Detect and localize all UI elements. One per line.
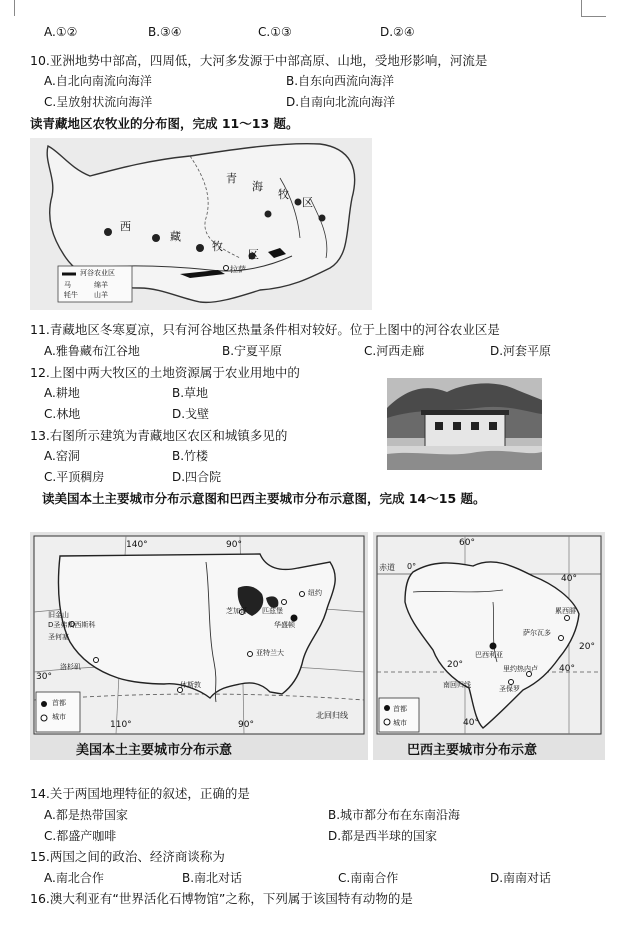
longitude-label: 40° bbox=[561, 574, 577, 584]
map-label: 藏 bbox=[170, 230, 181, 243]
option-c: C.平顶稠房 bbox=[44, 470, 105, 484]
horse-icon bbox=[265, 211, 272, 218]
option-c: C.呈放射状流向海洋 bbox=[44, 95, 153, 109]
city-label: 累西腓 bbox=[555, 607, 576, 615]
latitude-label: 20° bbox=[447, 660, 463, 670]
city-label: 旧金山 bbox=[48, 611, 69, 619]
city-label: D圣弗朗西斯科 bbox=[48, 621, 96, 629]
map-label: 区 bbox=[302, 196, 313, 209]
question-stem: 14.关于两国地理特征的叙述，正确的是 bbox=[30, 786, 250, 801]
question-stem: 11.青藏地区冬寒夏凉，只有河谷地区热量条件相对较好。位于上图中的河谷农业区是 bbox=[30, 322, 500, 337]
map-label: 区 bbox=[248, 248, 259, 261]
option-d: D.自南向北流向海洋 bbox=[286, 95, 396, 109]
legend-label: 城市 bbox=[393, 719, 407, 727]
equator-label: 赤道 bbox=[379, 563, 395, 572]
legend-label: 山羊 bbox=[94, 291, 108, 299]
latitude-label: 30° bbox=[36, 672, 52, 682]
longitude-label: 90° bbox=[238, 720, 254, 730]
tibetan-building-photo bbox=[387, 378, 542, 470]
option-d: D.南南对话 bbox=[490, 871, 552, 885]
longitude-label: 40° bbox=[559, 664, 575, 674]
question-16-stem: 16.澳大利亚有“世界活化石博物馆”之称，下列属于该国特有动物的是 bbox=[30, 891, 413, 906]
option-c: C.①③ bbox=[258, 25, 292, 39]
option-a: A.自北向南流向海洋 bbox=[44, 74, 152, 88]
option-b: B.城市都分布在东南沿海 bbox=[328, 808, 461, 822]
option-c: C.都盛产咖啡 bbox=[44, 829, 117, 843]
option-c: C.南南合作 bbox=[338, 871, 399, 885]
corner-mark-left bbox=[0, 0, 15, 16]
usa-cities-map bbox=[30, 532, 368, 760]
city-label: 纽约 bbox=[308, 589, 322, 597]
option-b: B.自东向西流向海洋 bbox=[286, 74, 395, 88]
option-a: A.窑洞 bbox=[44, 449, 80, 463]
legend-label: 河谷农业区 bbox=[80, 269, 115, 277]
longitude-label: 90° bbox=[226, 540, 242, 550]
legend-label: 城市 bbox=[52, 713, 66, 721]
tibet-map-svg bbox=[30, 138, 372, 310]
section-intro: 读美国本土主要城市分布示意图和巴西主要城市分布示意图，完成 14～15 题。 bbox=[42, 491, 486, 506]
option-a: A.雅鲁藏布江谷地 bbox=[44, 344, 140, 358]
legend-label: 绵羊 bbox=[94, 281, 108, 289]
option-c: C.林地 bbox=[44, 407, 81, 421]
longitude-label: 60° bbox=[459, 538, 475, 548]
tropic-label: 北回归线 bbox=[316, 711, 348, 720]
option-b: B.草地 bbox=[172, 386, 209, 400]
city-label: 圣何塞 bbox=[48, 633, 69, 641]
brazil-cities-map bbox=[373, 532, 605, 760]
city-label: 亚特兰大 bbox=[256, 649, 284, 657]
yak-icon bbox=[104, 228, 112, 236]
longitude-label: 40° bbox=[463, 718, 479, 728]
city-label: 匹兹堡 bbox=[262, 607, 283, 615]
option-b: B.③④ bbox=[148, 25, 182, 39]
question-stem: 10.亚洲地势中部高，四周低，大河多发源于中部高原、山地，受地形影响，河流是 bbox=[30, 53, 488, 68]
tropic-label: 南回归线 bbox=[443, 681, 471, 689]
option-c: C.河西走廊 bbox=[364, 344, 425, 358]
capital-label: 巴西利亚 bbox=[475, 651, 503, 659]
option-b: B.竹楼 bbox=[172, 449, 209, 463]
latitude-label: 20° bbox=[579, 642, 595, 652]
map-label: 牧 bbox=[278, 188, 289, 201]
option-a: A.南北合作 bbox=[44, 871, 104, 885]
city-label: 休斯敦 bbox=[180, 681, 201, 689]
longitude-label: 140° bbox=[126, 540, 148, 550]
sheep-icon bbox=[196, 244, 204, 252]
option-b: B.南北对话 bbox=[182, 871, 243, 885]
corner-mark-right bbox=[581, 0, 606, 17]
map-label: 西 bbox=[120, 220, 131, 233]
option-d: D.四合院 bbox=[172, 470, 222, 484]
legend-label: 首都 bbox=[52, 699, 66, 707]
city-label: 拉萨 bbox=[230, 265, 246, 274]
option-d: D.②④ bbox=[380, 25, 415, 39]
question-stem: 13.右图所示建筑为青藏地区农区和城镇多见的 bbox=[30, 428, 288, 443]
map-label: 海 bbox=[252, 180, 263, 193]
map-caption: 美国本土主要城市分布示意 bbox=[76, 743, 233, 758]
option-d: D.河套平原 bbox=[490, 344, 552, 358]
option-a: A.耕地 bbox=[44, 386, 80, 400]
map-caption: 巴西主要城市分布示意 bbox=[407, 743, 538, 758]
longitude-label: 110° bbox=[110, 720, 132, 730]
city-label: 芝加哥 bbox=[226, 607, 247, 615]
question-stem: 15.两国之间的政治、经济商谈称为 bbox=[30, 849, 225, 864]
city-label: 萨尔瓦多 bbox=[523, 629, 551, 637]
city-label: 洛杉矶 bbox=[60, 663, 81, 671]
city-label: 里约热内卢 bbox=[503, 665, 538, 673]
map-label: 牧 bbox=[212, 240, 223, 253]
section-intro: 读青藏地区农牧业的分布图，完成 11～13 题。 bbox=[30, 116, 299, 131]
goat-icon bbox=[295, 199, 302, 206]
map-label: 青 bbox=[226, 172, 237, 185]
tibet-agriculture-map bbox=[30, 138, 372, 310]
city-label: 圣保罗 bbox=[499, 685, 520, 693]
option-b: B.宁夏平原 bbox=[222, 344, 283, 358]
question-stem: 12.上图中两大牧区的土地资源属于农业用地中的 bbox=[30, 365, 300, 380]
legend-label: 马 bbox=[64, 281, 71, 289]
yak-icon bbox=[319, 215, 326, 222]
legend-label: 首都 bbox=[393, 705, 407, 713]
option-a: A.①② bbox=[44, 25, 78, 39]
option-d: D.都是西半球的国家 bbox=[328, 829, 438, 843]
yak-icon bbox=[152, 234, 160, 242]
latitude-label: 0° bbox=[407, 562, 417, 571]
capital-label: 华盛顿 bbox=[274, 621, 295, 629]
option-a: A.都是热带国家 bbox=[44, 808, 128, 822]
legend-label: 牦牛 bbox=[64, 291, 78, 299]
option-d: D.戈壁 bbox=[172, 407, 210, 421]
